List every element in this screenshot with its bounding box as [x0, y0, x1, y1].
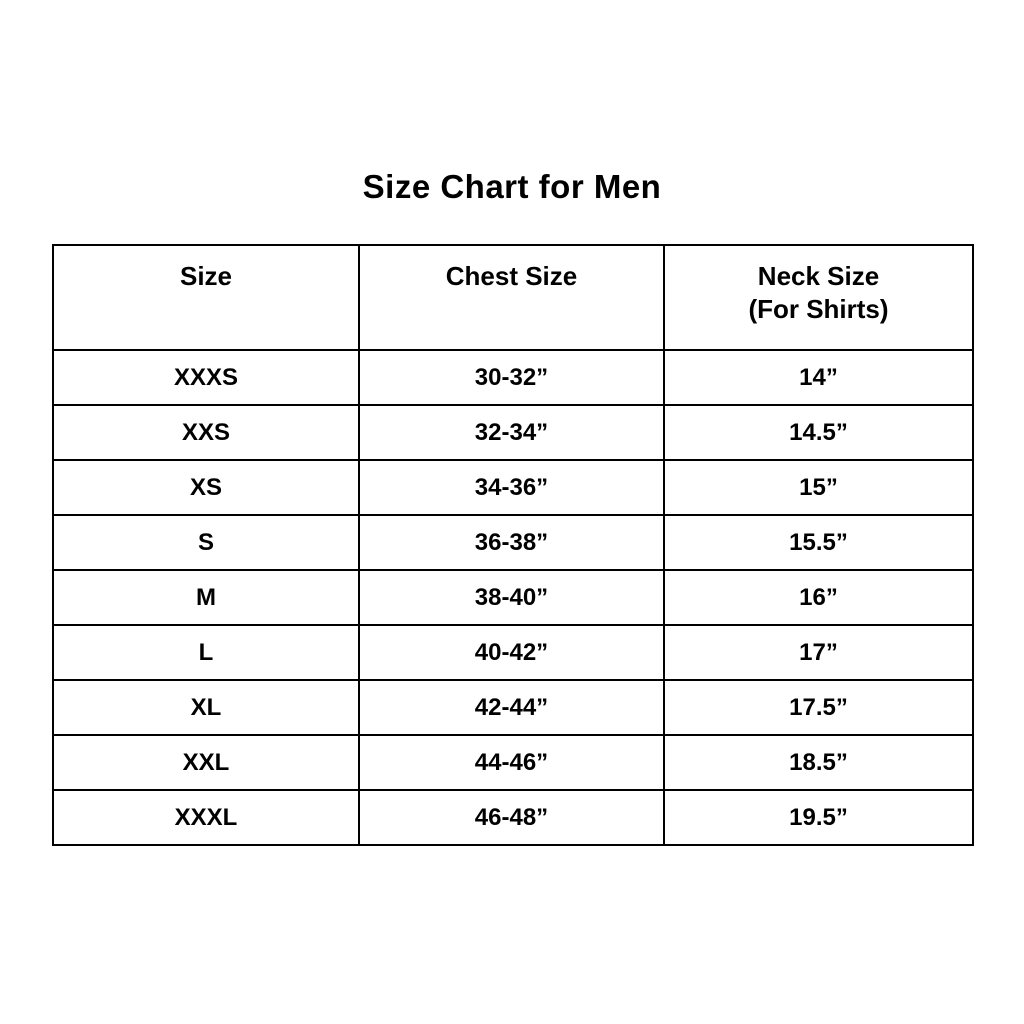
table-row [53, 625, 973, 680]
cell-size: XXXL [53, 790, 359, 845]
cell-neck: 14.5” [664, 405, 973, 460]
cell-neck: 17.5” [664, 680, 973, 735]
cell-chest: 32-34” [359, 405, 664, 460]
cell-chest: 30-32” [359, 350, 664, 405]
cell-neck: 17” [664, 625, 973, 680]
table-row [53, 735, 973, 790]
cell-neck: 16” [664, 570, 973, 625]
cell-size: XXS [53, 405, 359, 460]
cell-size: L [53, 625, 359, 680]
size-chart-table [52, 244, 974, 846]
header-size-label: Size [179, 261, 233, 291]
cell-size: M [53, 570, 359, 625]
cell-chest: 42-44” [359, 680, 664, 735]
cell-neck: 15.5” [664, 515, 973, 570]
header-chest-size-label: Chest Size [445, 261, 578, 291]
cell-neck: 18.5” [664, 735, 973, 790]
cell-chest: 34-36” [359, 460, 664, 515]
cell-chest: 46-48” [359, 790, 664, 845]
cell-chest: 40-42” [359, 625, 664, 680]
table-row [53, 405, 973, 460]
page-title: Size Chart for Men [362, 168, 662, 205]
header-neck-size [664, 245, 973, 350]
header-size [53, 245, 359, 350]
cell-size: XXL [53, 735, 359, 790]
cell-size: S [53, 515, 359, 570]
cell-chest: 36-38” [359, 515, 664, 570]
header-neck-size-label: Neck Size [757, 261, 880, 291]
cell-neck: 14” [664, 350, 973, 405]
cell-chest: 38-40” [359, 570, 664, 625]
cell-size: XXXS [53, 350, 359, 405]
cell-neck: 15” [664, 460, 973, 515]
cell-size: XL [53, 680, 359, 735]
table-row [53, 460, 973, 515]
table-row [53, 790, 973, 845]
cell-neck: 19.5” [664, 790, 973, 845]
header-row [53, 245, 973, 350]
table-row [53, 570, 973, 625]
table-row [53, 680, 973, 735]
header-neck-size-sublabel: (For Shirts) [748, 293, 889, 324]
table-row [53, 350, 973, 405]
cell-chest: 44-46” [359, 735, 664, 790]
table-row [53, 515, 973, 570]
cell-size: XS [53, 460, 359, 515]
header-chest-size [359, 245, 664, 350]
